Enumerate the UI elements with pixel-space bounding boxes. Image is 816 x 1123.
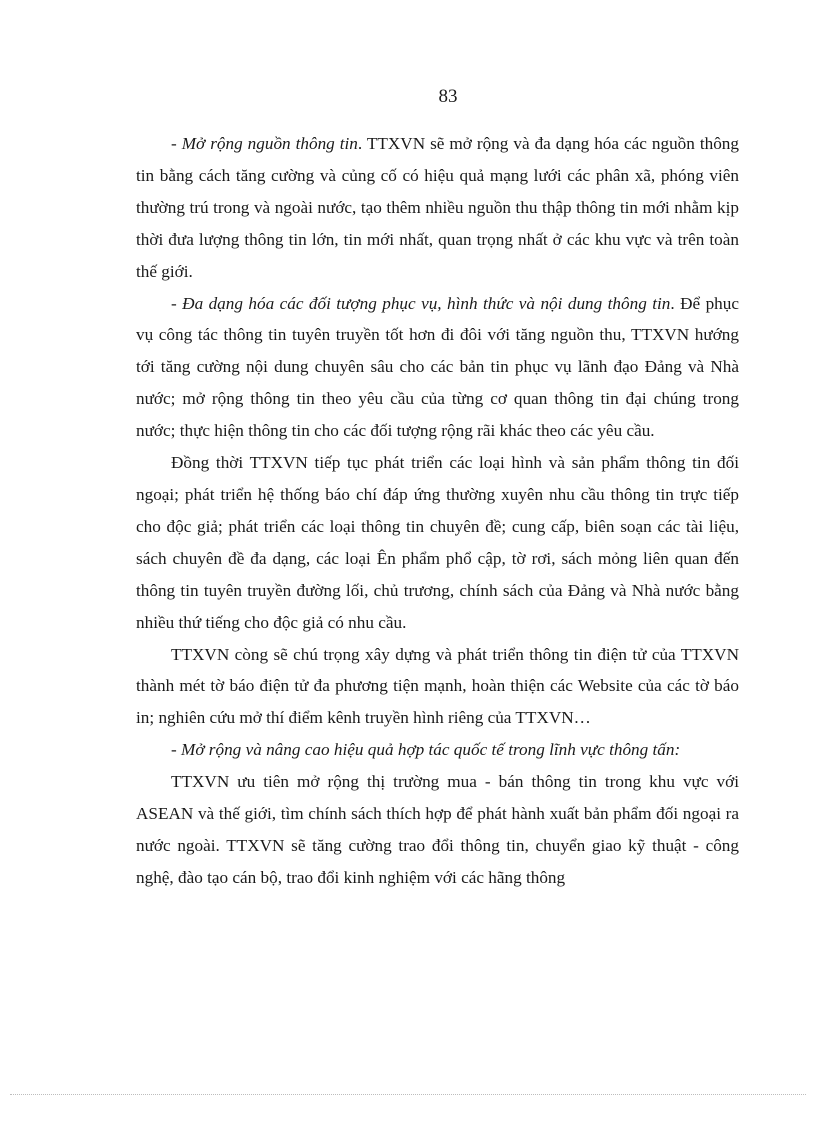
page-number: 83 xyxy=(438,86,458,107)
section-heading-expand-sources: - Mở rộng nguồn thông tin xyxy=(171,134,358,153)
paragraph-international-cooperation xyxy=(136,734,739,766)
paragraph-diversify-audiences xyxy=(136,288,739,448)
paragraph-expand-sources xyxy=(136,128,739,288)
paragraph-electronic-news: TTXVN còng sẽ chú trọng xây dựng và phát triển thông tin điện tử của TTXVN thành mét tờ báo điện tử đa phương tiện mạnh, hoàn thiện các Website của các tờ báo in; nghiên cứu mở thí điểm kênh truyền hình riêng của TTXVN… xyxy=(136,644,739,728)
paragraph-external-info-products: Đồng thời TTXVN tiếp tục phát triển các loại hình và sản phẩm thông tin đối ngoại; phát triển hệ thống báo chí đáp ứng thường xuyên nhu cầu thông tin trực tiếp cho độc giả; phát triển các loại thông tin chuyên đề; cung cấp, biên soạn các tài liệu, sách chuyên đề đa dạng, các loại Ên phẩm phổ cập, tờ rơi, sách mỏng liên quan đến thông tin tuyên truyền đường lối, chủ trương, chính sách của Đảng và Nhà nước bằng nhiều thứ tiếng cho độc giả có nhu cầu. xyxy=(136,453,739,632)
document-body xyxy=(136,128,739,894)
section-heading-diversify-audiences: - Đa dạng hóa các đối tượng phục vụ, hình thức và nội dung thông tin xyxy=(171,293,671,313)
paragraph-text: . Để phục vụ công tác thông tin tuyên truyền tốt hơn đi đôi với tăng nguồn thu, TTXVN hướng tới tăng cường nội dung chuyên sâu cho các bản tin phục vụ lãnh đạo Đảng và Nhà nước; mở rộng thông tin theo yêu cầu của từng cơ quan thông tin đại chúng trong nước; thực hiện thông tin cho các đối tượng rộng rãi khác theo các yêu cầu. xyxy=(136,293,740,441)
section-heading-international-cooperation: - Mở rộng và nâng cao hiệu quả hợp tác quốc tế trong lĩnh vực thông tấn: xyxy=(171,740,681,760)
paragraph-text: . TTXVN sẽ mở rộng và đa dạng hóa các nguồn thông tin bằng cách tăng cường và củng cố có hiệu quả mạng lưới các phân xã, phóng viên thường trú trong và ngoài nước, tạo thêm nhiều nguồn thu thập thông tin mới nhằm kịp thời đưa lượng thông tin lớn, tin mới nhất, quan trọng nhất ở các khu vực và trên toàn thế giới. xyxy=(136,134,739,281)
paragraph-asean-market: TTXVN ưu tiên mở rộng thị trường mua - bán thông tin trong khu vực với ASEAN và thế giới, tìm chính sách thích hợp để phát hành xuất bản phẩm đối ngoại ra nước ngoài. TTXVN sẽ tăng cường trao đổi thông tin, chuyển giao kỹ thuật - công nghệ, đào tạo cán bộ, trao đổi kinh nghiệm với các hãng thông xyxy=(136,772,739,887)
footer-divider xyxy=(10,1094,806,1095)
